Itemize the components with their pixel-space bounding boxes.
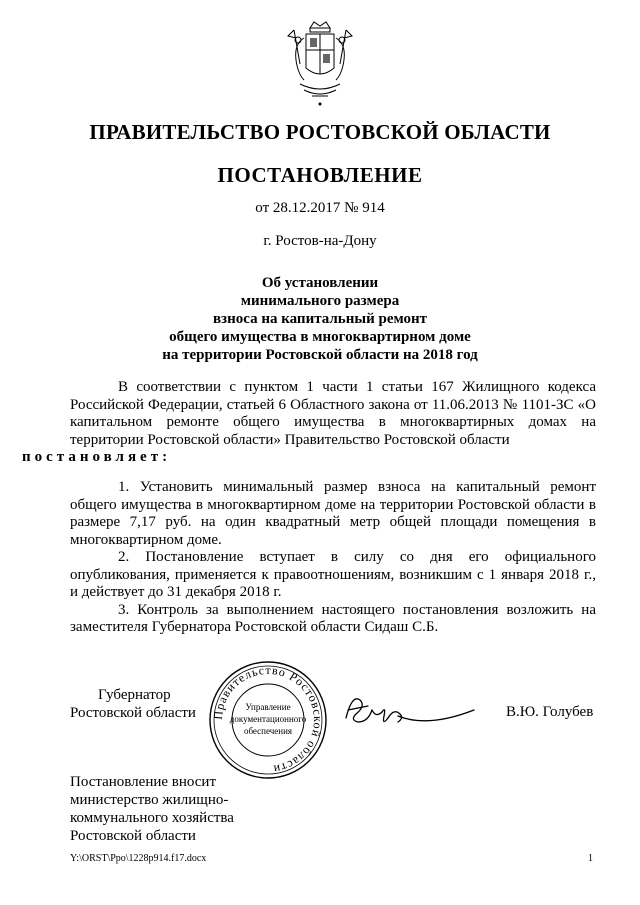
- decree-item-3: 3. Контроль за выполнением настоящего постановления возложить на заместителя Губернатора Ростовской области Сидаш С.Б.: [70, 601, 596, 635]
- rostov-oblast-coat-of-arms-icon: [286, 20, 354, 106]
- note-line: министерство жилищно-: [70, 792, 229, 808]
- decree-item-1: 1. Установить минимальный размер взноса на капитальный ремонт общего имущества в многоквартирном доме на территории Ростовской области в размере 7,17 руб. на один квадратный метр общей площади помещения в многоквартирном доме.: [70, 479, 596, 548]
- decree-items: [70, 479, 596, 637]
- note-line: Постановление вносит: [70, 774, 217, 790]
- submitted-by-note: [70, 773, 234, 845]
- note-line: коммунального хозяйства: [70, 810, 234, 826]
- subject-line: Об установлении: [261, 275, 379, 291]
- signatory-title-line: Губернатор: [98, 687, 171, 703]
- document-type-title: ПОСТАНОВЛЕНИЕ: [217, 163, 423, 187]
- signatory-title-line: Ростовской области: [70, 705, 196, 721]
- official-stamp: [206, 658, 330, 782]
- authority-title: ПРАВИТЕЛЬСТВО РОСТОВСКОЙ ОБЛАСТИ: [89, 120, 551, 144]
- signatory-title: [70, 686, 196, 722]
- document-subject: [0, 274, 640, 364]
- page-number: 1: [588, 853, 593, 864]
- decree-item-2: 2. Постановление вступает в силу со дня его официального опубликования, применяется к правоотношениям, возникшим с 1 января 2018 г., и действует до 31 декабря 2018 г.: [70, 549, 596, 600]
- stamp-center-line: Управление: [245, 702, 291, 712]
- preamble-paragraph: [22, 379, 596, 467]
- note-line: Ростовской области: [70, 828, 196, 844]
- signatory-name: В.Ю. Голубев: [506, 704, 594, 720]
- stamp-ring-text: Правительство Ростовской области: [210, 662, 326, 777]
- handwritten-signature: [338, 688, 478, 732]
- city-line: г. Ростов-на-Дону: [263, 233, 377, 249]
- footer-file-path: Y:\ORST\Ppo\1228p914.f17.docx: [70, 853, 207, 864]
- subject-line: взноса на капитальный ремонт: [212, 311, 428, 327]
- stamp-center-line: обеспечения: [243, 726, 293, 736]
- subject-line: общего имущества в многоквартирном доме: [169, 329, 471, 345]
- date-number-line: от 28.12.2017 № 914: [255, 200, 385, 216]
- subject-line: на территории Ростовской области на 2018 год: [162, 347, 478, 363]
- decree-word: постановляет:: [22, 449, 172, 465]
- preamble-text: В соответствии с пунктом 1 части 1 статьи 167 Жилищного кодекса Российской Федерации, статьей 6 Областного закона от 11.06.2013 № 1101-ЗС «О капитальном ремонте общего имущества в многоквартирных домах на территории Ростовской области» Правительство Ростовской области: [70, 379, 596, 448]
- subject-line: минимального размера: [240, 293, 400, 309]
- stamp-center-line: документационного: [229, 714, 307, 724]
